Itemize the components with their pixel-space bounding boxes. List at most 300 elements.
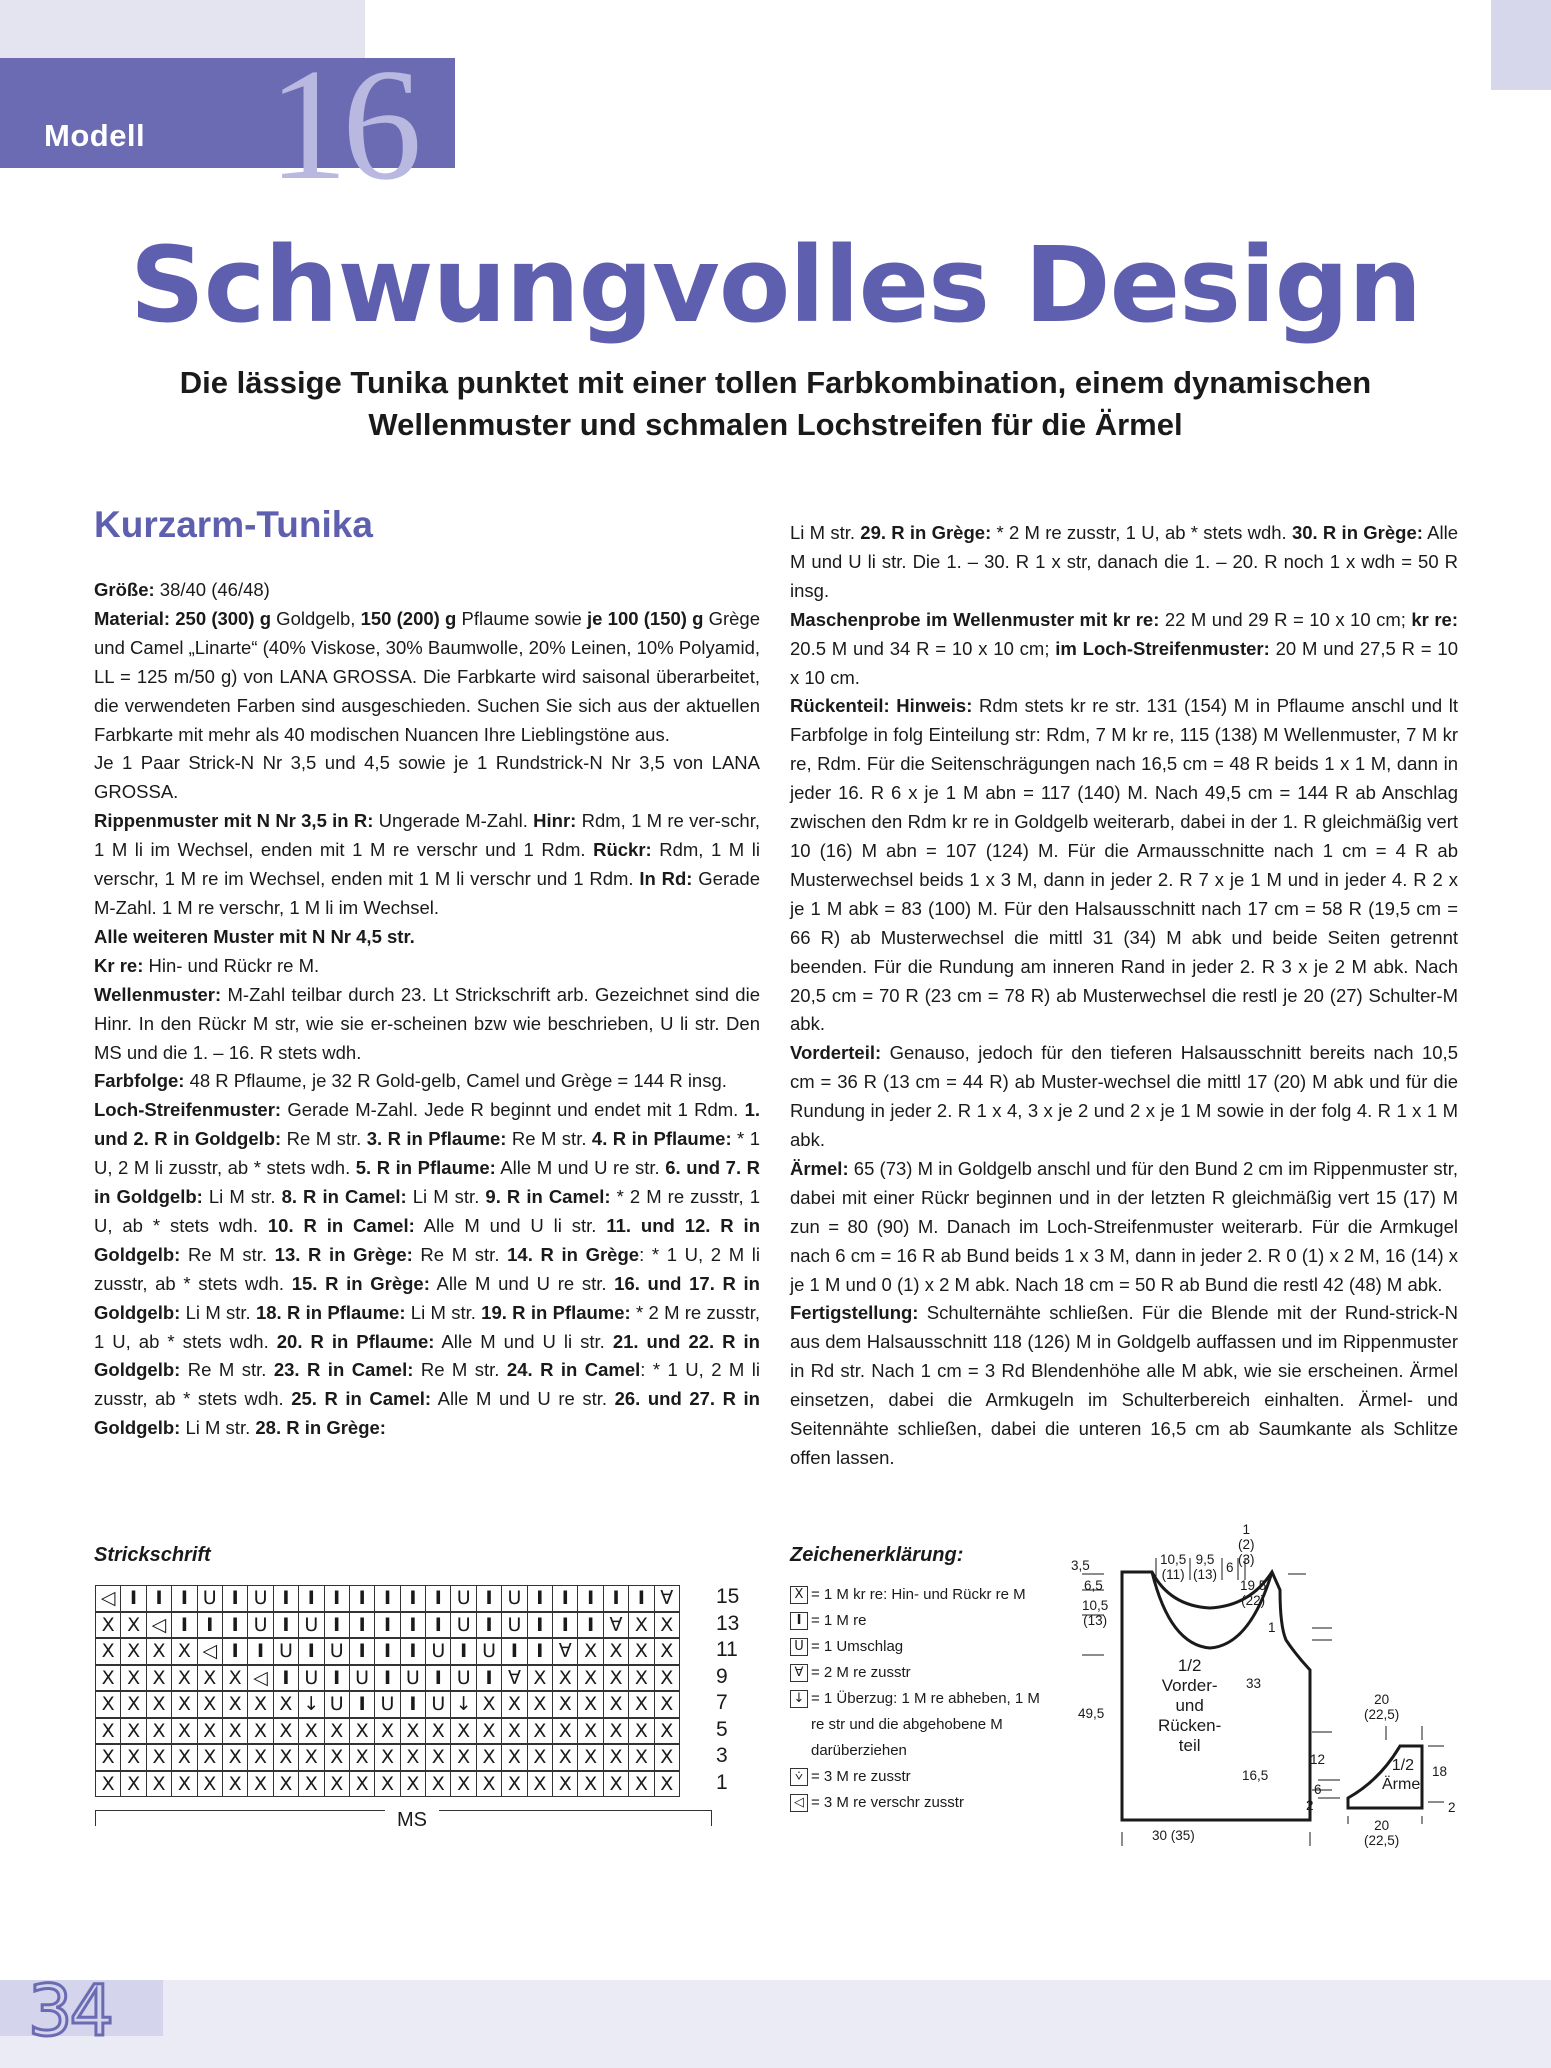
right-column-paragraph — [790, 606, 1458, 693]
grid-cell: X — [654, 1665, 680, 1692]
grid-cell: I — [374, 1638, 400, 1665]
grid-cell: X — [577, 1691, 603, 1718]
grid-cell: X — [628, 1665, 654, 1692]
dim-top-3: 6 — [1226, 1560, 1234, 1575]
grid-cell: X — [400, 1744, 426, 1771]
grid-cell: I — [171, 1585, 197, 1612]
paragraph-label: 30. R in Grège: — [1291, 522, 1423, 543]
paragraph-text: * 2 M re zusstr, 1 U, ab * stets wdh. — [94, 1186, 760, 1236]
grid-cell: U — [501, 1612, 527, 1639]
grid-cell: I — [247, 1638, 273, 1665]
paragraph-text: Re M str. — [412, 1243, 508, 1265]
grid-cell: X — [222, 1771, 248, 1798]
paragraph-text: * 2 M re zusstr, 1 U, ab * stets wdh. — [991, 522, 1292, 543]
legend-item — [790, 1790, 1050, 1816]
grid-cell: X — [120, 1665, 146, 1692]
grid-cell: I — [400, 1638, 426, 1665]
grid-cell: I — [374, 1665, 400, 1692]
grid-row — [95, 1585, 679, 1612]
paragraph-label: 6. und 7. R in Goldgelb: — [94, 1157, 760, 1208]
grid-row — [95, 1744, 679, 1771]
grid-cell: X — [654, 1744, 680, 1771]
grid-cell: I — [552, 1585, 578, 1612]
grid-cell: U — [197, 1585, 223, 1612]
grid-cell: ◁ — [247, 1665, 273, 1692]
row-number: 11 — [716, 1638, 738, 1661]
paragraph-label: 1. und 2. R in Goldgelb: — [94, 1099, 760, 1150]
grid-cell: X — [501, 1691, 527, 1718]
grid-cell: I — [476, 1612, 502, 1639]
top-band-gap — [365, 0, 1491, 90]
grid-cell: X — [476, 1744, 502, 1771]
paragraph-text: Genauso, jedoch für den tieferen Halsausschnitt bereits nach 10,5 cm = 36 R (13 cm = 44 R) ab Muster-wechsel die mittl 17 (20) M abk und für die Rundung in jeder 2. R 1 x 4, 3 x je 2 und 2 x je 1 M sowie in der folg 4. R 1 x 1 M abk. — [790, 1042, 1458, 1151]
grid-cell: X — [95, 1718, 121, 1745]
left-column-paragraph — [94, 1067, 760, 1096]
grid-cell: ◁ — [95, 1585, 121, 1612]
grid-cell: X — [603, 1638, 629, 1665]
grid-cell: U — [450, 1665, 476, 1692]
page-number: 34 — [28, 1970, 112, 2052]
grid-cell: I — [273, 1585, 299, 1612]
grid-cell: U — [324, 1638, 350, 1665]
grid-cell: X — [349, 1744, 375, 1771]
grid-cell: ∀ — [552, 1638, 578, 1665]
legend-symbol-icon: ↓ — [790, 1690, 808, 1708]
legend-symbol-icon: U — [790, 1638, 808, 1656]
grid-cell: X — [552, 1744, 578, 1771]
grid-cell: X — [654, 1612, 680, 1639]
legend-item — [790, 1686, 1050, 1764]
legend-text: = 1 M re — [811, 1612, 867, 1629]
paragraph-label: kr re: — [1411, 608, 1459, 630]
grid-cell: I — [349, 1612, 375, 1639]
grid-cell: I — [577, 1585, 603, 1612]
right-column-paragraph — [790, 519, 1458, 606]
paragraph-text: 20 M und 27,5 R = 10 x 10 cm. — [790, 637, 1458, 688]
grid-cell: X — [552, 1771, 578, 1798]
grid-cell: X — [146, 1771, 172, 1798]
paragraph-label: 29. R in Grège: — [860, 522, 992, 543]
paragraph-text: 48 R Pflaume, je 32 R Gold-gelb, Camel und Grège = 144 R insg. — [184, 1070, 727, 1092]
grid-cell: X — [654, 1718, 680, 1745]
paragraph-label: 20. R in Pflaume: — [276, 1330, 435, 1352]
grid-cell: I — [324, 1585, 350, 1612]
left-column-paragraph — [94, 1096, 760, 1443]
grid-cell: I — [298, 1585, 324, 1612]
grid-cell: X — [197, 1718, 223, 1745]
grid-cell: X — [146, 1744, 172, 1771]
grid-cell: X — [273, 1718, 299, 1745]
paragraph-label: 3. R in Pflaume: — [366, 1128, 507, 1150]
dim-right-4: 16,5 — [1242, 1768, 1269, 1783]
paragraph-label: Wellenmuster: — [94, 983, 222, 1005]
strickschrift-grid — [95, 1585, 679, 1797]
grid-cell: I — [476, 1665, 502, 1692]
legend-text: = 1 M kr re: Hin- und Rückr re M — [811, 1586, 1026, 1603]
grid-cell: X — [120, 1691, 146, 1718]
grid-cell: X — [527, 1744, 553, 1771]
legend-text: = 3 M re verschr zusstr — [811, 1794, 964, 1811]
left-column-paragraph — [94, 749, 760, 807]
paragraph-text: Alle M und U li str. Die 1. – 30. R 1 x str, danach die 1. – 20. R noch 1 x wdh = 50 R insg. — [790, 522, 1458, 601]
sleeve-dim-left-2: 6 — [1314, 1782, 1322, 1797]
paragraph-label: 25. R in Camel: — [291, 1388, 432, 1410]
grid-cell: X — [324, 1771, 350, 1798]
paragraph-text: Alle M und U re str. — [495, 1157, 666, 1179]
grid-cell: X — [654, 1771, 680, 1798]
grid-cell: X — [247, 1771, 273, 1798]
paragraph-text: 38/40 (46/48) — [154, 579, 270, 600]
grid-cell: I — [425, 1585, 451, 1612]
grid-cell: X — [120, 1744, 146, 1771]
paragraph-label: Material: 250 (300) g — [94, 607, 271, 629]
grid-cell: X — [247, 1718, 273, 1745]
grid-cell: ∀ — [654, 1585, 680, 1612]
legend-symbol-icon: ⩒ — [790, 1768, 808, 1786]
legend-item — [790, 1634, 1050, 1660]
grid-cell: I — [171, 1612, 197, 1639]
model-label: Modell — [44, 118, 146, 153]
grid-cell: X — [603, 1665, 629, 1692]
grid-cell: X — [450, 1771, 476, 1798]
grid-row — [95, 1691, 679, 1718]
grid-cell: X — [146, 1665, 172, 1692]
grid-cell: ∀ — [603, 1612, 629, 1639]
paragraph-text: Rdm stets kr re str. 131 (154) M in Pflaume anschl und lt Farbfolge in folg Einteilung str: Rdm, 7 M kr re, 115 (138) M Wellenmuster, 7 M kr re, Rdm. Für die Seitenschrägungen nach 16,5 cm = 48 R beids 1 x 1 M, dann in jeder 16. R 6 x je 1 M abn = 117 (140) M. Nach 49,5 cm = 144 R ab Anschlag zwischen den Rdm kr re in Goldgelb weiterarb, dabei in der 1. R gleichmäßig vert 10 (16) M abn = 107 (124) M. Für die Armausschnitte nach 1 cm = 4 R ab Musterwechsel beids 1 x 3 M, dann in jeder 2. R 7 x je 1 M und in jeder 4. R 2 x je 1 M abk = 83 (100) M. Für den Halsausschnitt nach 17 cm = 58 R (19,5 cm = 66 R) ab Musterwechsel die mittl 31 (34) M abk und beide Seiten getrennt beenden. Für die Rundung am inneren Rand in jeder 2. R 3 x je 2 M abk. Nach 20,5 cm = 70 R (23 cm = 78 R) ab Musterwechsel die restl je 20 (27) Schulter-M abk. — [790, 695, 1458, 1035]
grid-cell: X — [552, 1718, 578, 1745]
paragraph-label: In Rd: — [639, 868, 693, 890]
sleeve-dim-right-2: 2 — [1448, 1800, 1456, 1815]
grid-cell: X — [552, 1691, 578, 1718]
paragraph-text: Alle M und U re str. — [431, 1388, 615, 1410]
paragraph-text: Li M str. — [180, 1301, 256, 1323]
grid-cell: X — [197, 1691, 223, 1718]
schematic — [1060, 1480, 1480, 1860]
left-column-paragraph — [94, 576, 760, 605]
grid-cell: U — [425, 1691, 451, 1718]
paragraph-label: 19. R in Pflaume: — [481, 1301, 631, 1323]
grid-cell: U — [400, 1665, 426, 1692]
right-column-paragraph — [790, 1155, 1458, 1300]
page-title: Schwungvolles Design — [129, 224, 1422, 346]
row-number: 13 — [716, 1611, 740, 1635]
top-band-right — [1491, 0, 1551, 90]
paragraph-label: Rückenteil: Hinweis: — [790, 695, 973, 717]
paragraph-label: Rückr: — [593, 839, 652, 861]
model-number: 16 — [268, 35, 416, 213]
grid-cell: I — [324, 1612, 350, 1639]
dim-top-4: 1 (2) (3) — [1238, 1522, 1255, 1567]
grid-cell: X — [577, 1718, 603, 1745]
paragraph-label: Alle weiteren Muster mit N Nr 4,5 str. — [94, 925, 415, 947]
grid-row — [95, 1665, 679, 1692]
left-column-paragraph — [94, 807, 760, 923]
grid-cell: X — [146, 1718, 172, 1745]
grid-cell: ↓ — [450, 1691, 476, 1718]
grid-cell: I — [527, 1612, 553, 1639]
paragraph-label: Rippenmuster mit N Nr 3,5 in R: — [94, 810, 374, 832]
grid-cell: X — [171, 1771, 197, 1798]
grid-cell: I — [450, 1638, 476, 1665]
grid-cell: X — [171, 1665, 197, 1692]
dim-left-1: 3,5 — [1071, 1558, 1090, 1573]
grid-cell: X — [628, 1638, 654, 1665]
dim-top-1: 10,5 (11) — [1160, 1552, 1187, 1582]
dim-right-3: 33 — [1246, 1676, 1262, 1691]
paragraph-label: 5. R in Pflaume: — [355, 1157, 496, 1179]
grid-cell: I — [527, 1638, 553, 1665]
page-subtitle — [80, 362, 1471, 446]
paragraph-text: M-Zahl teilbar durch 23. Lt Strickschrift arb. Gezeichnet sind die Hinr. In den Rückr M str, wie sie er-scheinen bzw wie beschrieben, U li str. Den MS und die 1. – 16. R stets wdh. — [94, 983, 760, 1063]
grid-cell: X — [450, 1744, 476, 1771]
grid-cell: U — [425, 1638, 451, 1665]
grid-cell: I — [400, 1585, 426, 1612]
paragraph-label: Maschenprobe im Wellenmuster mit kr re: — [790, 608, 1160, 630]
dim-left-3: 10,5 (13) — [1082, 1598, 1109, 1628]
grid-cell: X — [527, 1665, 553, 1692]
grid-cell: I — [400, 1612, 426, 1639]
grid-cell: I — [577, 1612, 603, 1639]
grid-cell: X — [374, 1718, 400, 1745]
grid-cell: U — [247, 1612, 273, 1639]
grid-cell: X — [298, 1744, 324, 1771]
grid-cell: I — [120, 1585, 146, 1612]
bottom-band — [0, 1980, 1551, 2068]
subtitle-line-2: Wellenmuster und schmalen Lochstreifen für die Ärmel — [368, 407, 1183, 442]
paragraph-label: 4. R in Pflaume: — [591, 1128, 732, 1150]
grid-cell: X — [628, 1718, 654, 1745]
paragraph-text: Re M str. — [180, 1243, 275, 1265]
grid-cell: I — [527, 1585, 553, 1612]
row-number: 3 — [716, 1744, 728, 1767]
paragraph-label: 10. R in Camel: — [267, 1214, 415, 1236]
legend-text: = 1 Überzug: 1 M re abheben, 1 M re str und die abgehobene M darüberziehen — [811, 1690, 1040, 1759]
paragraph-text: 22 M und 29 R = 10 x 10 cm; — [1159, 608, 1412, 630]
paragraph-label: Fertigstellung: — [790, 1302, 919, 1324]
grid-cell: I — [501, 1638, 527, 1665]
strickschrift-title: Strickschrift — [94, 1544, 211, 1566]
paragraph-text: Hin- und Rückr re M. — [143, 954, 320, 976]
grid-cell: I — [552, 1612, 578, 1639]
grid-cell: X — [603, 1691, 629, 1718]
sleeve-dim-top: 20 (22,5) — [1364, 1692, 1400, 1722]
grid-cell: ◁ — [197, 1638, 223, 1665]
grid-cell: X — [222, 1691, 248, 1718]
grid-cell: U — [450, 1585, 476, 1612]
legend-symbol-icon: ◁ — [790, 1794, 808, 1812]
right-column-paragraph — [790, 1039, 1458, 1155]
grid-cell: X — [577, 1771, 603, 1798]
grid-cell: X — [273, 1744, 299, 1771]
legend-text: = 1 Umschlag — [811, 1638, 904, 1655]
grid-cell: X — [120, 1612, 146, 1639]
paragraph-text: Li M str. — [790, 522, 861, 543]
paragraph-label: 11. und 12. R in Goldgelb: — [94, 1214, 760, 1265]
grid-cell: I — [298, 1638, 324, 1665]
paragraph-label: 28. R in Grège: — [255, 1417, 386, 1439]
grid-cell: X — [146, 1691, 172, 1718]
legend-item — [790, 1608, 1050, 1634]
grid-cell: X — [247, 1691, 273, 1718]
grid-cell: X — [95, 1612, 121, 1639]
paragraph-text: Pflaume sowie — [456, 607, 588, 629]
grid-cell: X — [95, 1771, 121, 1798]
grid-cell: X — [273, 1691, 299, 1718]
legend-item — [790, 1582, 1050, 1608]
legend-title: Zeichenerklärung: — [790, 1544, 964, 1566]
grid-cell: X — [628, 1691, 654, 1718]
schematic-drawing — [1060, 1480, 1480, 1860]
right-column-paragraph — [790, 692, 1458, 1039]
grid-cell: X — [603, 1771, 629, 1798]
dim-left-2: 6,5 — [1084, 1578, 1103, 1593]
grid-cell: X — [476, 1718, 502, 1745]
paragraph-text: Re M str. — [506, 1128, 592, 1150]
paragraph-text: 20.5 M und 34 R = 10 x 10 cm; — [790, 637, 1056, 659]
grid-cell: X — [171, 1718, 197, 1745]
paragraph-text: Re M str. — [281, 1128, 367, 1150]
grid-cell: X — [95, 1665, 121, 1692]
grid-cell: I — [374, 1612, 400, 1639]
grid-cell: X — [425, 1771, 451, 1798]
row-number: 15 — [716, 1585, 740, 1608]
grid-cell: X — [222, 1665, 248, 1692]
grid-cell: X — [400, 1771, 426, 1798]
paragraph-label: 9. R in Camel: — [485, 1186, 611, 1208]
grid-cell: I — [425, 1612, 451, 1639]
grid-cell: X — [654, 1638, 680, 1665]
grid-cell: U — [374, 1691, 400, 1718]
section-title: Kurzarm-Tunika — [94, 504, 373, 545]
grid-cell: X — [222, 1744, 248, 1771]
paragraph-text: Goldgelb, — [271, 607, 361, 629]
grid-cell: X — [552, 1665, 578, 1692]
legend-symbol-icon: X — [790, 1586, 808, 1604]
row-number: 1 — [716, 1770, 728, 1794]
grid-cell: I — [349, 1691, 375, 1718]
grid-cell: U — [476, 1638, 502, 1665]
grid-cell: X — [425, 1718, 451, 1745]
dim-right-2: 1 — [1268, 1620, 1276, 1635]
paragraph-text: : * 1 U, 2 M li zusstr, ab * stets wdh. — [94, 1359, 761, 1410]
paragraph-text: Schulternähte schließen. Für die Blende mit der Rund-strick-N aus dem Halsausschnitt 118 (126) M in Goldgelb auffassen und im Rippenmuster in Rd str. Nach 1 cm = 3 Rd Blendenhöhe alle M abk, wie sie erscheinen. Ärmel einsetzen, dabei die Armkugeln im Schulterbereich einhalten. Ärmel- und Seitennähte schließen, dabei die unteren 16,5 cm ab Saumkante als Schlitze offen lassen. — [790, 1302, 1458, 1468]
paragraph-text: Li M str. — [405, 1301, 482, 1323]
dim-bottom: 30 (35) — [1152, 1828, 1195, 1843]
grid-cell: ◁ — [146, 1612, 172, 1639]
paragraph-text: Ungerade M-Zahl. — [373, 810, 534, 832]
paragraph-label: je 100 (150) g — [587, 607, 704, 629]
paragraph-text: Li M str. — [406, 1186, 486, 1208]
sleeve-dim-left-1: 12 — [1310, 1752, 1326, 1767]
paragraph-text: 65 (73) M in Goldgelb anschl und für den Bund 2 cm im Rippenmuster str, dabei mit einer Rückr beginnen und in der letzten R gleichmäßig vert 15 (17) M zun = 80 (90) M. Danach im Loch-Streifenmuster weiterarb. Für die Armkugel nach 6 cm = 16 R ab Bund beids 1 x 3 M, dann in jeder 2. R 0 (1) x 2 M, 16 (14) x je 1 M und 0 (1) x 2 M abk. Nach 18 cm = 50 R ab Bund die restl 42 (48) M abk. — [790, 1157, 1458, 1295]
subtitle-line-1: Die lässige Tunika punktet mit einer tollen Farbkombination, einem dynamischen — [179, 365, 1372, 400]
paragraph-label: Farbfolge: — [94, 1070, 185, 1092]
grid-cell: X — [374, 1744, 400, 1771]
legend-text: = 2 M re zusstr — [811, 1664, 911, 1681]
grid-cell: X — [628, 1612, 654, 1639]
grid-cell: X — [349, 1771, 375, 1798]
grid-cell: X — [501, 1771, 527, 1798]
grid-cell: X — [197, 1771, 223, 1798]
legend-text: = 3 M re zusstr — [811, 1768, 911, 1785]
right-column-paragraph — [790, 1299, 1458, 1472]
paragraph-text: Alle M und U li str. — [434, 1330, 613, 1352]
grid-cell: X — [425, 1744, 451, 1771]
grid-cell: U — [273, 1638, 299, 1665]
grid-cell: I — [603, 1585, 629, 1612]
legend-item — [790, 1764, 1050, 1790]
row-number: 9 — [716, 1664, 728, 1688]
sleeve-dim-left-3: 2 — [1306, 1798, 1314, 1813]
grid-cell: X — [628, 1771, 654, 1798]
sleeve-dim-right-1: 18 — [1432, 1764, 1448, 1779]
grid-cell: X — [450, 1718, 476, 1745]
grid-cell: X — [654, 1691, 680, 1718]
paragraph-label: 21. und 22. R in Goldgelb: — [94, 1330, 760, 1381]
grid-cell: X — [197, 1665, 223, 1692]
grid-cell: X — [476, 1691, 502, 1718]
paragraph-text: : * 1 U, 2 M li zusstr, ab * stets wdh. — [94, 1243, 761, 1294]
grid-cell: X — [247, 1744, 273, 1771]
grid-cell: I — [146, 1585, 172, 1612]
grid-row — [95, 1771, 679, 1798]
grid-row — [95, 1612, 679, 1639]
grid-cell: X — [577, 1744, 603, 1771]
grid-cell: ∀ — [501, 1665, 527, 1692]
grid-cell: X — [298, 1718, 324, 1745]
paragraph-text: Alle M und U li str. — [414, 1214, 607, 1236]
grid-cell: I — [425, 1665, 451, 1692]
grid-cell: I — [324, 1665, 350, 1692]
paragraph-text: Rdm, 1 M li verschr, 1 M re im Wechsel, enden mit 1 M li verschr und 1 Rdm. — [94, 839, 760, 890]
grid-cell: X — [120, 1718, 146, 1745]
paragraph-label: Vorderteil: — [790, 1042, 882, 1064]
grid-cell: X — [120, 1771, 146, 1798]
left-column — [94, 576, 760, 1443]
grid-row — [95, 1718, 679, 1745]
legend — [790, 1582, 1050, 1816]
dim-right-1: 19,5 (22) — [1240, 1578, 1267, 1608]
grid-cell: X — [95, 1638, 121, 1665]
legend-item — [790, 1660, 1050, 1686]
grid-cell: I — [374, 1585, 400, 1612]
grid-cell: I — [273, 1612, 299, 1639]
grid-cell: U — [298, 1612, 324, 1639]
paragraph-text: Gerade M-Zahl. 1 M re verschr, 1 M li im Wechsel. — [94, 868, 760, 918]
paragraph-text: Gerade M-Zahl. Jede R beginnt und endet mit 1 Rdm. — [281, 1099, 745, 1121]
grid-cell: X — [577, 1665, 603, 1692]
paragraph-text: Li M str. — [180, 1417, 256, 1439]
paragraph-text: Alle M und U re str. — [429, 1272, 615, 1294]
grid-cell: X — [95, 1744, 121, 1771]
grid-cell: U — [450, 1612, 476, 1639]
grid-cell: U — [349, 1665, 375, 1692]
grid-cell: X — [146, 1638, 172, 1665]
paragraph-label: Loch-Streifenmuster: — [94, 1099, 282, 1121]
paragraph-label: 150 (200) g — [360, 607, 457, 629]
grid-cell: X — [171, 1638, 197, 1665]
grid-cell: U — [247, 1585, 273, 1612]
grid-cell: U — [298, 1665, 324, 1692]
grid-cell: I — [222, 1612, 248, 1639]
grid-cell: X — [603, 1744, 629, 1771]
grid-cell: X — [222, 1718, 248, 1745]
paragraph-text: Grège und Camel „Linarte“ (40% Viskose, 30% Baumwolle, 20% Leinen, 10% Polyamid, LL = 125 m/50 g) von LANA GROSSA. Die Farbkarte wird saisonal überarbeitet, die verwendeten Farben sind ausgeschieden. Suchen Sie sich aus der aktuellen Farbkarte mit mehr als 40 modischen Nuancen Ihre Lieblingstöne aus. — [94, 607, 761, 745]
grid-cell: I — [197, 1612, 223, 1639]
grid-cell: ↓ — [298, 1691, 324, 1718]
grid-cell: X — [628, 1744, 654, 1771]
grid-cell: I — [349, 1638, 375, 1665]
